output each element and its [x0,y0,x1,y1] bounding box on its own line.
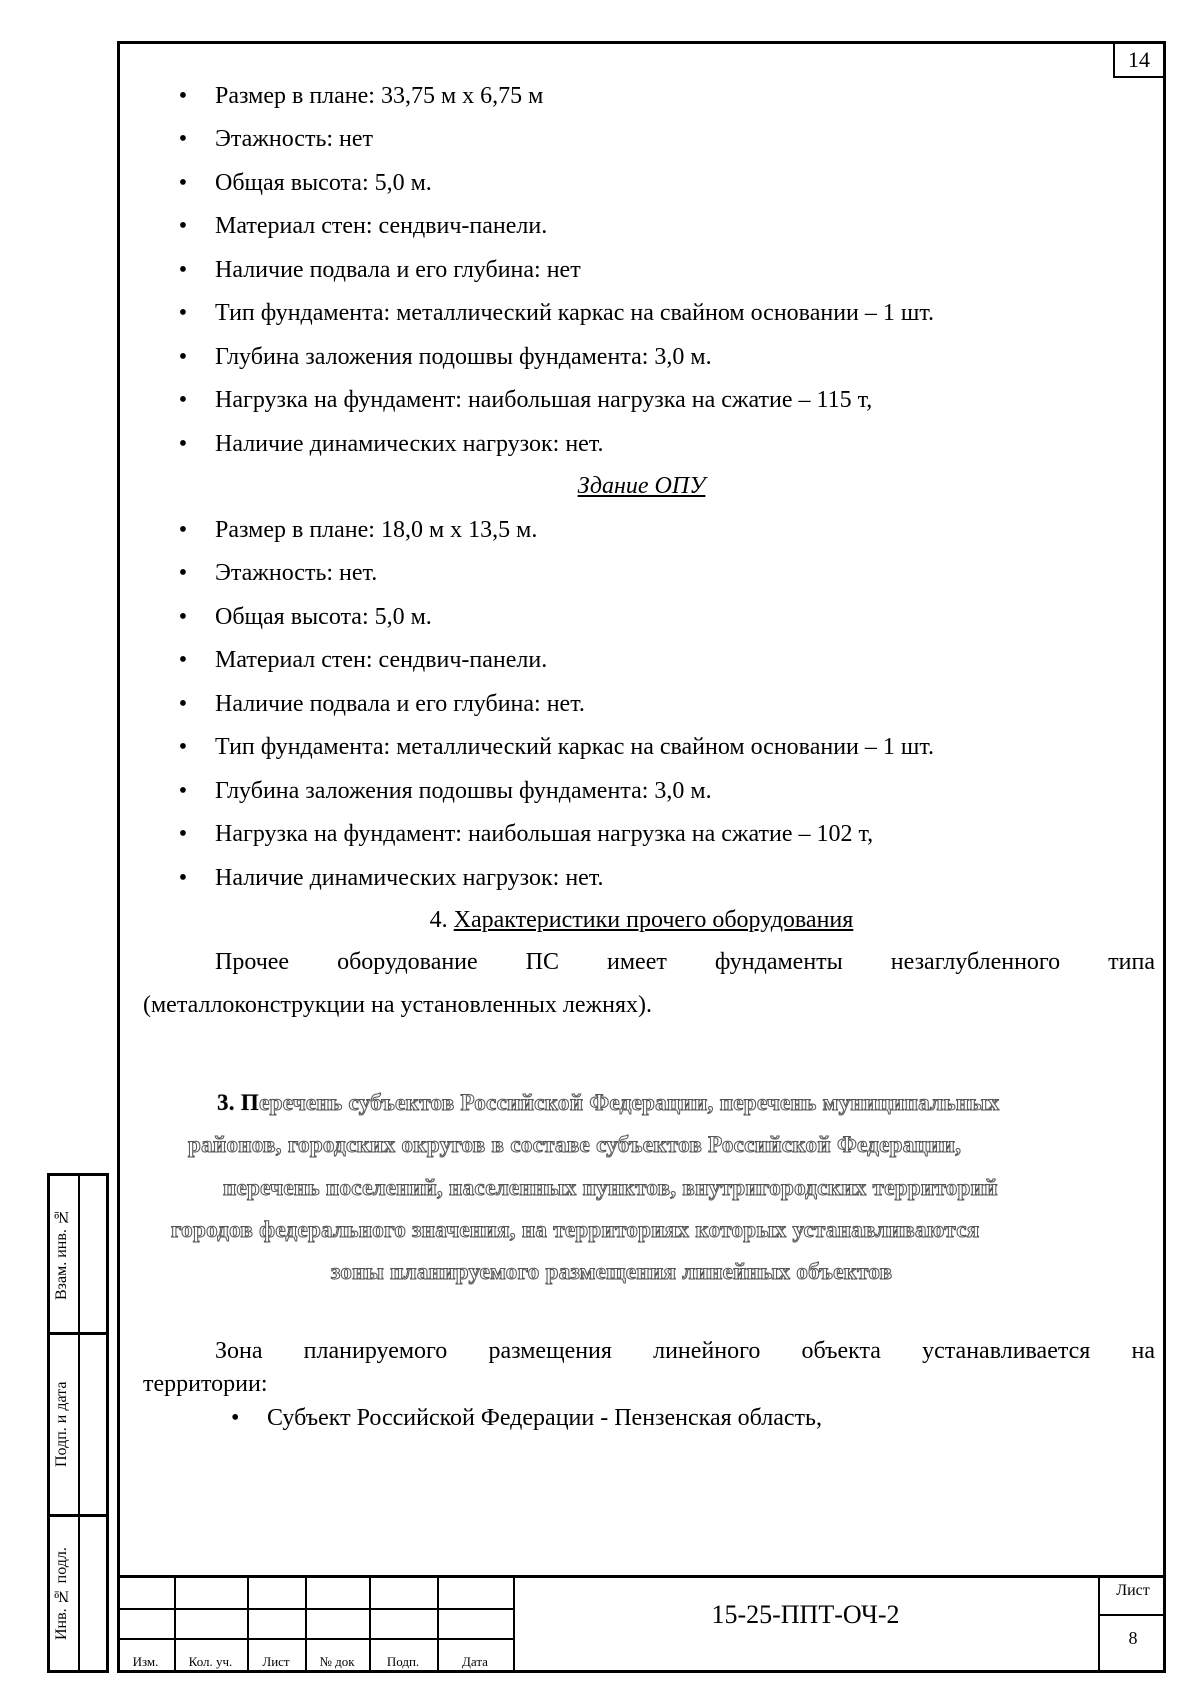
item-text: Наличие подвала и его глубина: нет [215,257,581,283]
bullet-icon: • [178,560,188,586]
bullet-icon: • [178,691,188,717]
bullet-icon: • [178,83,188,109]
title-block [117,1575,1166,1673]
list-item [178,820,874,848]
bullet-icon: • [178,344,188,370]
bullet-icon: • [178,778,188,804]
list-item [178,516,538,544]
section3-line5: зоны планируемого размещения линейных объектов [331,1259,893,1284]
side-stamp-podp [47,1332,109,1517]
section4-heading [117,906,1166,934]
list-item [178,864,604,892]
item-text: Этажность: нет [215,126,374,152]
item-text: Общая высота: 5,0 м. [215,604,432,630]
side-divider [78,1517,80,1670]
bullet-icon: • [178,300,188,326]
tb-col-data: Дата [462,1654,488,1669]
item-text: Тип фундамента: металлический каркас на свайном основании – 1 шт. [215,734,935,760]
side-divider [78,1176,80,1332]
page-number: 14 [1113,44,1163,78]
sheet-label: Лист [1116,1582,1150,1599]
item-text: Наличие динамических нагрузок: нет. [215,865,604,891]
section3-line3: перечень поселений, населенных пунктов, внутригородских территорий [223,1175,998,1200]
side-divider [78,1335,80,1514]
section4-number: 4. [429,907,454,933]
section3-first-letter: П [240,1090,260,1115]
item-text: Этажность: нет. [215,560,378,586]
bullet-icon: • [231,1405,240,1431]
section4-title: Характеристики прочего оборудования [453,907,854,933]
list-item [178,256,581,284]
item-text: Материал стен: сендвич-панели. [215,213,548,239]
tb-col-ndok: № док [319,1654,355,1669]
zone-paragraph-line1: Зона планируемого размещения линейного объекта устанавливается на [215,1338,1155,1364]
side-stamp-vzam [47,1173,109,1335]
item-text: Глубина заложения подошвы фундамента: 3,0 м. [215,344,712,370]
bullet-icon: • [178,604,188,630]
item-text: Размер в плане: 33,75 м х 6,75 м [215,83,544,109]
bullet-icon: • [178,257,188,283]
bullet-icon: • [178,387,188,413]
item-text: Общая высота: 5,0 м. [215,170,432,196]
bullet-icon: • [178,734,188,760]
list-item [178,169,432,197]
item-text: Нагрузка на фундамент: наибольшая нагрузка на сжатие – 115 т, [215,387,873,413]
section3-line2: районов, городских округов в составе субъектов Российской Федерации, [188,1132,962,1157]
item-text: Тип фундамента: металлический каркас на свайном основании – 1 шт. [215,300,935,326]
list-item [178,646,548,674]
item-text: Размер в плане: 18,0 м х 13,5 м. [215,517,538,543]
list-item [178,343,712,371]
tb-col-izm: Изм. [132,1654,159,1669]
item-text: Материал стен: сендвич-панели. [215,647,548,673]
side-stamp-inv [47,1514,109,1673]
item-text: Наличие подвала и его глубина: нет. [215,691,585,717]
section3-number: 3. [217,1090,241,1115]
bullet-icon: • [178,213,188,239]
side-label-podp: Подп. и дата [53,1381,70,1468]
tb-divider [117,1608,513,1610]
list-item [178,559,378,587]
side-label-inv: Инв. № подл. [53,1547,70,1640]
document-code: 15-25-ППТ-ОЧ-2 [711,1600,900,1629]
zone-paragraph-line2: территории: [143,1371,268,1397]
list-item [178,82,544,110]
bullet-icon: • [178,126,188,152]
tb-divider [117,1638,513,1640]
section3-line1 [217,1080,999,1125]
list-item [178,733,935,761]
list-item [178,777,712,805]
tb-col-podp: Подп. [386,1654,420,1669]
item-text: Наличие динамических нагрузок: нет. [215,431,604,457]
list-item [178,299,935,327]
list-item [178,430,604,458]
bullet-icon: • [178,821,188,847]
section4-paragraph-line1: Прочее оборудование ПС имеет фундаменты незаглубленного типа [215,949,1155,975]
bullet-icon: • [178,647,188,673]
subject-list-item [231,1404,822,1432]
subject-text: Субъект Российской Федерации - Пензенская область, [267,1405,822,1431]
bullet-icon: • [178,170,188,196]
item-text: Нагрузка на фундамент: наибольшая нагрузка на сжатие – 102 т, [215,821,874,847]
side-label-vzam: Взам. инв. № [53,1208,70,1300]
list-item [178,603,432,631]
list-item [178,212,548,240]
section3-line1-text: еречень субъектов Российской Федерации, перечень муниципальных [259,1090,1000,1115]
tb-col-list: Лист [262,1654,290,1669]
list-item [178,386,873,414]
bullet-icon: • [178,431,188,457]
tb-divider [1098,1614,1166,1616]
list-item [178,690,585,718]
sheet-number: 8 [1128,1628,1138,1648]
item-text: Глубина заложения подошвы фундамента: 3,0 м. [215,778,712,804]
section4-paragraph-line2: (металлоконструкции на установленных лежнях). [143,992,652,1018]
section3-line4: городов федерального значения, на территориях которых устанавливаются [171,1217,980,1242]
bullet-icon: • [178,865,188,891]
bullet-icon: • [178,517,188,543]
tb-col-kol: Кол. уч. [188,1654,233,1669]
building2-heading: Здание ОПУ [577,473,706,499]
list-item [178,125,374,153]
